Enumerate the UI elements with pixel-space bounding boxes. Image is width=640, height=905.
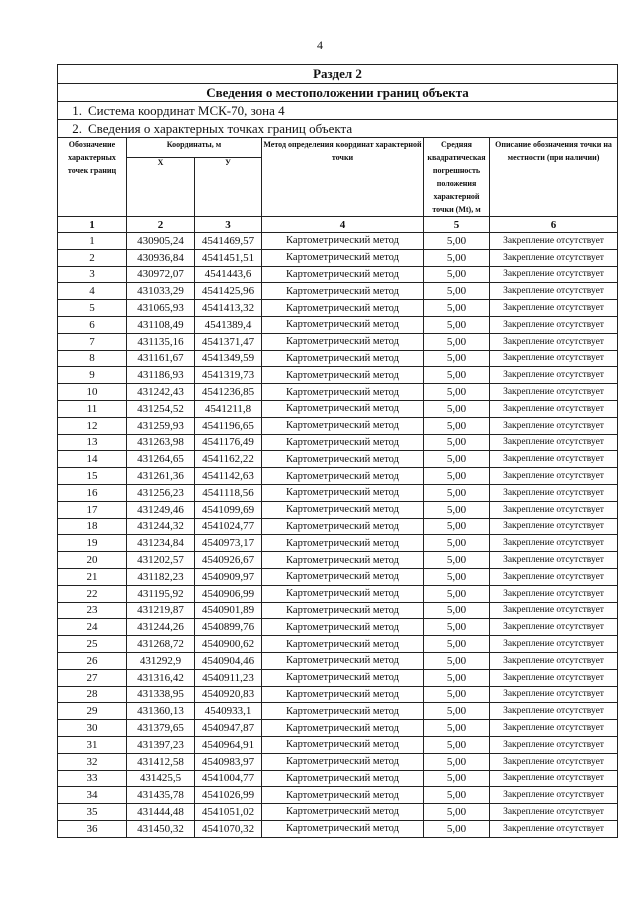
point-id-cell: 25: [58, 636, 127, 653]
description-cell: Закрепление отсутствует: [490, 417, 618, 434]
page-number: 4: [317, 38, 323, 52]
method-cell: Картометрический метод: [262, 636, 424, 653]
table-row: [58, 720, 618, 737]
point-id-cell: 5: [58, 300, 127, 317]
method-cell: Картометрический метод: [262, 804, 424, 821]
point-id-cell: 12: [58, 417, 127, 434]
accuracy-cell: 5,00: [424, 367, 490, 384]
table-row: [58, 669, 618, 686]
point-id-cell: 14: [58, 451, 127, 468]
header-accuracy: Средняя квадратическая погрешность положения характерной точки (Mt), м: [424, 138, 490, 217]
y-coordinate-cell: 4540983,97: [195, 753, 262, 770]
table-row: [58, 384, 618, 401]
table-row: [58, 367, 618, 384]
accuracy-cell: 5,00: [424, 384, 490, 401]
point-id-cell: 22: [58, 585, 127, 602]
method-cell: Картометрический метод: [262, 417, 424, 434]
y-coordinate-cell: 4541469,57: [195, 233, 262, 250]
method-cell: Картометрический метод: [262, 283, 424, 300]
y-coordinate-cell: 4541211,8: [195, 400, 262, 417]
accuracy-cell: 5,00: [424, 249, 490, 266]
column-number: 4: [262, 217, 424, 233]
accuracy-cell: 5,00: [424, 333, 490, 350]
accuracy-cell: 5,00: [424, 602, 490, 619]
description-cell: Закрепление отсутствует: [490, 703, 618, 720]
x-coordinate-cell: 431412,58: [127, 753, 195, 770]
method-cell: Картометрический метод: [262, 736, 424, 753]
method-cell: Картометрический метод: [262, 770, 424, 787]
accuracy-cell: 5,00: [424, 316, 490, 333]
header-description: Описание обозначения точки на местности (при наличии): [490, 138, 618, 217]
method-cell: Картометрический метод: [262, 434, 424, 451]
item-number: 1.: [72, 102, 82, 118]
description-cell: Закрепление отсутствует: [490, 720, 618, 737]
accuracy-cell: 5,00: [424, 552, 490, 569]
point-id-cell: 13: [58, 434, 127, 451]
accuracy-cell: 5,00: [424, 434, 490, 451]
point-id-cell: 2: [58, 249, 127, 266]
x-coordinate-cell: 431292,9: [127, 652, 195, 669]
point-id-cell: 28: [58, 686, 127, 703]
point-id-cell: 17: [58, 501, 127, 518]
table-row: [58, 266, 618, 283]
description-cell: Закрепление отсутствует: [490, 736, 618, 753]
x-coordinate-cell: 431450,32: [127, 820, 195, 837]
x-coordinate-cell: 431195,92: [127, 585, 195, 602]
section-subtitle: Сведения о местоположении границ объекта: [58, 84, 618, 102]
y-coordinate-cell: 4540906,99: [195, 585, 262, 602]
table-row: [58, 535, 618, 552]
column-number: 5: [424, 217, 490, 233]
y-coordinate-cell: 4541451,51: [195, 249, 262, 266]
table-row: [58, 585, 618, 602]
method-cell: Картометрический метод: [262, 316, 424, 333]
description-cell: Закрепление отсутствует: [490, 249, 618, 266]
point-id-cell: 8: [58, 350, 127, 367]
y-coordinate-cell: 4540947,87: [195, 720, 262, 737]
method-cell: Картометрический метод: [262, 703, 424, 720]
x-coordinate-cell: 431435,78: [127, 787, 195, 804]
x-coordinate-cell: 431249,46: [127, 501, 195, 518]
x-coordinate-cell: 430936,84: [127, 249, 195, 266]
x-coordinate-cell: 431316,42: [127, 669, 195, 686]
y-coordinate-cell: 4540901,89: [195, 602, 262, 619]
method-cell: Картометрический метод: [262, 350, 424, 367]
x-coordinate-cell: 431033,29: [127, 283, 195, 300]
table-row: [58, 636, 618, 653]
point-id-cell: 34: [58, 787, 127, 804]
method-cell: Картометрический метод: [262, 333, 424, 350]
method-cell: Картометрический метод: [262, 367, 424, 384]
x-coordinate-cell: 431234,84: [127, 535, 195, 552]
x-coordinate-cell: 431264,65: [127, 451, 195, 468]
item-points-info: [58, 120, 618, 138]
column-numbers-row: [58, 217, 618, 233]
x-coordinate-cell: 430972,07: [127, 266, 195, 283]
description-cell: Закрепление отсутствует: [490, 316, 618, 333]
method-cell: Картометрический метод: [262, 266, 424, 283]
y-coordinate-cell: 4541389,4: [195, 316, 262, 333]
x-coordinate-cell: 431338,95: [127, 686, 195, 703]
accuracy-cell: 5,00: [424, 233, 490, 250]
table-row: [58, 434, 618, 451]
x-coordinate-cell: 431242,43: [127, 384, 195, 401]
accuracy-cell: 5,00: [424, 753, 490, 770]
accuracy-cell: 5,00: [424, 787, 490, 804]
table-row: [58, 417, 618, 434]
y-coordinate-cell: 4541051,02: [195, 804, 262, 821]
point-id-cell: 1: [58, 233, 127, 250]
point-id-cell: 23: [58, 602, 127, 619]
method-cell: Картометрический метод: [262, 451, 424, 468]
y-coordinate-cell: 4541236,85: [195, 384, 262, 401]
description-cell: Закрепление отсутствует: [490, 619, 618, 636]
accuracy-cell: 5,00: [424, 518, 490, 535]
table-row: [58, 787, 618, 804]
point-id-cell: 11: [58, 400, 127, 417]
table-row: [58, 753, 618, 770]
point-id-cell: 21: [58, 568, 127, 585]
y-coordinate-cell: 4540933,1: [195, 703, 262, 720]
table-row: [58, 652, 618, 669]
method-cell: Картометрический метод: [262, 552, 424, 569]
column-number: 1: [58, 217, 127, 233]
method-cell: Картометрический метод: [262, 820, 424, 837]
method-cell: Картометрический метод: [262, 585, 424, 602]
x-coordinate-cell: 431202,57: [127, 552, 195, 569]
description-cell: Закрепление отсутствует: [490, 484, 618, 501]
method-cell: Картометрический метод: [262, 233, 424, 250]
method-cell: Картометрический метод: [262, 568, 424, 585]
table-row: [58, 300, 618, 317]
x-coordinate-cell: 431254,52: [127, 400, 195, 417]
x-coordinate-cell: 431379,65: [127, 720, 195, 737]
description-cell: Закрепление отсутствует: [490, 434, 618, 451]
y-coordinate-cell: 4541026,99: [195, 787, 262, 804]
method-cell: Картометрический метод: [262, 249, 424, 266]
table-row: [58, 249, 618, 266]
point-id-cell: 20: [58, 552, 127, 569]
accuracy-cell: 5,00: [424, 770, 490, 787]
accuracy-cell: 5,00: [424, 636, 490, 653]
point-id-cell: 29: [58, 703, 127, 720]
method-cell: Картометрический метод: [262, 400, 424, 417]
method-cell: Картометрический метод: [262, 518, 424, 535]
table-row: [58, 736, 618, 753]
description-cell: Закрепление отсутствует: [490, 787, 618, 804]
accuracy-cell: 5,00: [424, 484, 490, 501]
table-row: [58, 686, 618, 703]
accuracy-cell: 5,00: [424, 703, 490, 720]
description-cell: Закрепление отсутствует: [490, 602, 618, 619]
description-cell: Закрепление отсутствует: [490, 350, 618, 367]
y-coordinate-cell: 4541413,32: [195, 300, 262, 317]
accuracy-cell: 5,00: [424, 350, 490, 367]
point-id-cell: 26: [58, 652, 127, 669]
y-coordinate-cell: 4540926,67: [195, 552, 262, 569]
x-coordinate-cell: 431425,5: [127, 770, 195, 787]
column-number: 3: [195, 217, 262, 233]
x-coordinate-cell: 431444,48: [127, 804, 195, 821]
description-cell: Закрепление отсутствует: [490, 753, 618, 770]
item-number: 2.: [72, 120, 82, 136]
accuracy-cell: 5,00: [424, 619, 490, 636]
accuracy-cell: 5,00: [424, 585, 490, 602]
point-id-cell: 33: [58, 770, 127, 787]
method-cell: Картометрический метод: [262, 300, 424, 317]
accuracy-cell: 5,00: [424, 535, 490, 552]
y-coordinate-cell: 4540920,83: [195, 686, 262, 703]
description-cell: Закрепление отсутствует: [490, 669, 618, 686]
y-coordinate-cell: 4541099,69: [195, 501, 262, 518]
description-cell: Закрепление отсутствует: [490, 820, 618, 837]
method-cell: Картометрический метод: [262, 535, 424, 552]
description-cell: Закрепление отсутствует: [490, 233, 618, 250]
x-coordinate-cell: 431397,23: [127, 736, 195, 753]
table-row: [58, 703, 618, 720]
table-row: [58, 316, 618, 333]
point-id-cell: 31: [58, 736, 127, 753]
description-cell: Закрепление отсутствует: [490, 535, 618, 552]
x-coordinate-cell: 431360,13: [127, 703, 195, 720]
description-cell: Закрепление отсутствует: [490, 300, 618, 317]
table-row: [58, 552, 618, 569]
boundary-points-table: [57, 64, 618, 838]
point-id-cell: 10: [58, 384, 127, 401]
table-row: [58, 233, 618, 250]
accuracy-cell: 5,00: [424, 652, 490, 669]
table-row: [58, 333, 618, 350]
y-coordinate-cell: 4540964,91: [195, 736, 262, 753]
point-id-cell: 36: [58, 820, 127, 837]
accuracy-cell: 5,00: [424, 283, 490, 300]
x-coordinate-cell: 431256,23: [127, 484, 195, 501]
table-row: [58, 350, 618, 367]
accuracy-cell: 5,00: [424, 417, 490, 434]
accuracy-cell: 5,00: [424, 804, 490, 821]
x-coordinate-cell: 431263,98: [127, 434, 195, 451]
description-cell: Закрепление отсутствует: [490, 367, 618, 384]
column-number: 6: [490, 217, 618, 233]
x-coordinate-cell: 431268,72: [127, 636, 195, 653]
accuracy-cell: 5,00: [424, 300, 490, 317]
y-coordinate-cell: 4540911,23: [195, 669, 262, 686]
accuracy-cell: 5,00: [424, 820, 490, 837]
point-id-cell: 19: [58, 535, 127, 552]
item-text: Система координат МСК-70, зона 4: [88, 102, 285, 118]
method-cell: Картометрический метод: [262, 501, 424, 518]
description-cell: Закрепление отсутствует: [490, 400, 618, 417]
y-coordinate-cell: 4540909,97: [195, 568, 262, 585]
method-cell: Картометрический метод: [262, 652, 424, 669]
table-row: [58, 468, 618, 485]
accuracy-cell: 5,00: [424, 669, 490, 686]
accuracy-cell: 5,00: [424, 501, 490, 518]
point-id-cell: 16: [58, 484, 127, 501]
method-cell: Картометрический метод: [262, 753, 424, 770]
description-cell: Закрепление отсутствует: [490, 770, 618, 787]
x-coordinate-cell: 431182,23: [127, 568, 195, 585]
header-method: Метод определения координат характерной точки: [262, 138, 424, 217]
description-cell: Закрепление отсутствует: [490, 804, 618, 821]
description-cell: Закрепление отсутствует: [490, 652, 618, 669]
description-cell: Закрепление отсутствует: [490, 585, 618, 602]
accuracy-cell: 5,00: [424, 736, 490, 753]
method-cell: Картометрический метод: [262, 468, 424, 485]
section-title: Раздел 2: [58, 65, 618, 84]
point-id-cell: 9: [58, 367, 127, 384]
description-cell: Закрепление отсутствует: [490, 636, 618, 653]
accuracy-cell: 5,00: [424, 568, 490, 585]
point-id-cell: 18: [58, 518, 127, 535]
y-coordinate-cell: 4541024,77: [195, 518, 262, 535]
table-row: [58, 602, 618, 619]
x-coordinate-cell: 431108,49: [127, 316, 195, 333]
description-cell: Закрепление отсутствует: [490, 568, 618, 585]
y-coordinate-cell: 4540904,46: [195, 652, 262, 669]
point-id-cell: 35: [58, 804, 127, 821]
table-row: [58, 283, 618, 300]
y-coordinate-cell: 4541371,47: [195, 333, 262, 350]
method-cell: Картометрический метод: [262, 384, 424, 401]
point-id-cell: 7: [58, 333, 127, 350]
x-coordinate-cell: 431244,32: [127, 518, 195, 535]
y-coordinate-cell: 4541176,49: [195, 434, 262, 451]
accuracy-cell: 5,00: [424, 686, 490, 703]
y-coordinate-cell: 4541070,32: [195, 820, 262, 837]
item-coordinate-system: [58, 102, 618, 120]
point-id-cell: 30: [58, 720, 127, 737]
description-cell: Закрепление отсутствует: [490, 283, 618, 300]
table-row: [58, 770, 618, 787]
point-id-cell: 27: [58, 669, 127, 686]
accuracy-cell: 5,00: [424, 266, 490, 283]
y-coordinate-cell: 4541196,65: [195, 417, 262, 434]
table-row: [58, 804, 618, 821]
table-row: [58, 820, 618, 837]
method-cell: Картометрический метод: [262, 720, 424, 737]
table-row: [58, 484, 618, 501]
point-id-cell: 15: [58, 468, 127, 485]
table-row: [58, 400, 618, 417]
x-coordinate-cell: 431219,87: [127, 602, 195, 619]
description-cell: Закрепление отсутствует: [490, 333, 618, 350]
x-coordinate-cell: 431161,67: [127, 350, 195, 367]
x-coordinate-cell: 431244,26: [127, 619, 195, 636]
description-cell: Закрепление отсутствует: [490, 451, 618, 468]
description-cell: Закрепление отсутствует: [490, 468, 618, 485]
x-coordinate-cell: 431065,93: [127, 300, 195, 317]
y-coordinate-cell: 4541319,73: [195, 367, 262, 384]
accuracy-cell: 5,00: [424, 720, 490, 737]
item-text: Сведения о характерных точках границ объекта: [88, 120, 353, 136]
header-coordinates: Координаты, м: [127, 138, 262, 158]
x-coordinate-cell: 431186,93: [127, 367, 195, 384]
description-cell: Закрепление отсутствует: [490, 518, 618, 535]
y-coordinate-cell: 4541425,96: [195, 283, 262, 300]
method-cell: Картометрический метод: [262, 602, 424, 619]
header-point-designation: Обозначение характерных точек границ: [58, 138, 127, 217]
method-cell: Картометрический метод: [262, 669, 424, 686]
point-id-cell: 32: [58, 753, 127, 770]
y-coordinate-cell: 4541142,63: [195, 468, 262, 485]
table-row: [58, 501, 618, 518]
x-coordinate-cell: 430905,24: [127, 233, 195, 250]
y-coordinate-cell: 4540899,76: [195, 619, 262, 636]
accuracy-cell: 5,00: [424, 451, 490, 468]
y-coordinate-cell: 4541443,6: [195, 266, 262, 283]
y-coordinate-cell: 4540973,17: [195, 535, 262, 552]
method-cell: Картометрический метод: [262, 686, 424, 703]
method-cell: Картометрический метод: [262, 787, 424, 804]
point-id-cell: 3: [58, 266, 127, 283]
column-number: 2: [127, 217, 195, 233]
accuracy-cell: 5,00: [424, 400, 490, 417]
point-id-cell: 4: [58, 283, 127, 300]
table-row: [58, 568, 618, 585]
accuracy-cell: 5,00: [424, 468, 490, 485]
header-y: У: [195, 157, 262, 216]
point-id-cell: 6: [58, 316, 127, 333]
y-coordinate-cell: 4541118,56: [195, 484, 262, 501]
method-cell: Картометрический метод: [262, 619, 424, 636]
description-cell: Закрепление отсутствует: [490, 552, 618, 569]
header-x: X: [127, 157, 195, 216]
x-coordinate-cell: 431135,16: [127, 333, 195, 350]
y-coordinate-cell: 4541349,59: [195, 350, 262, 367]
y-coordinate-cell: 4541004,77: [195, 770, 262, 787]
table-row: [58, 451, 618, 468]
description-cell: Закрепление отсутствует: [490, 266, 618, 283]
description-cell: Закрепление отсутствует: [490, 686, 618, 703]
table-row: [58, 518, 618, 535]
x-coordinate-cell: 431259,93: [127, 417, 195, 434]
method-cell: Картометрический метод: [262, 484, 424, 501]
point-id-cell: 24: [58, 619, 127, 636]
y-coordinate-cell: 4540900,62: [195, 636, 262, 653]
table-row: [58, 619, 618, 636]
y-coordinate-cell: 4541162,22: [195, 451, 262, 468]
description-cell: Закрепление отсутствует: [490, 501, 618, 518]
x-coordinate-cell: 431261,36: [127, 468, 195, 485]
description-cell: Закрепление отсутствует: [490, 384, 618, 401]
